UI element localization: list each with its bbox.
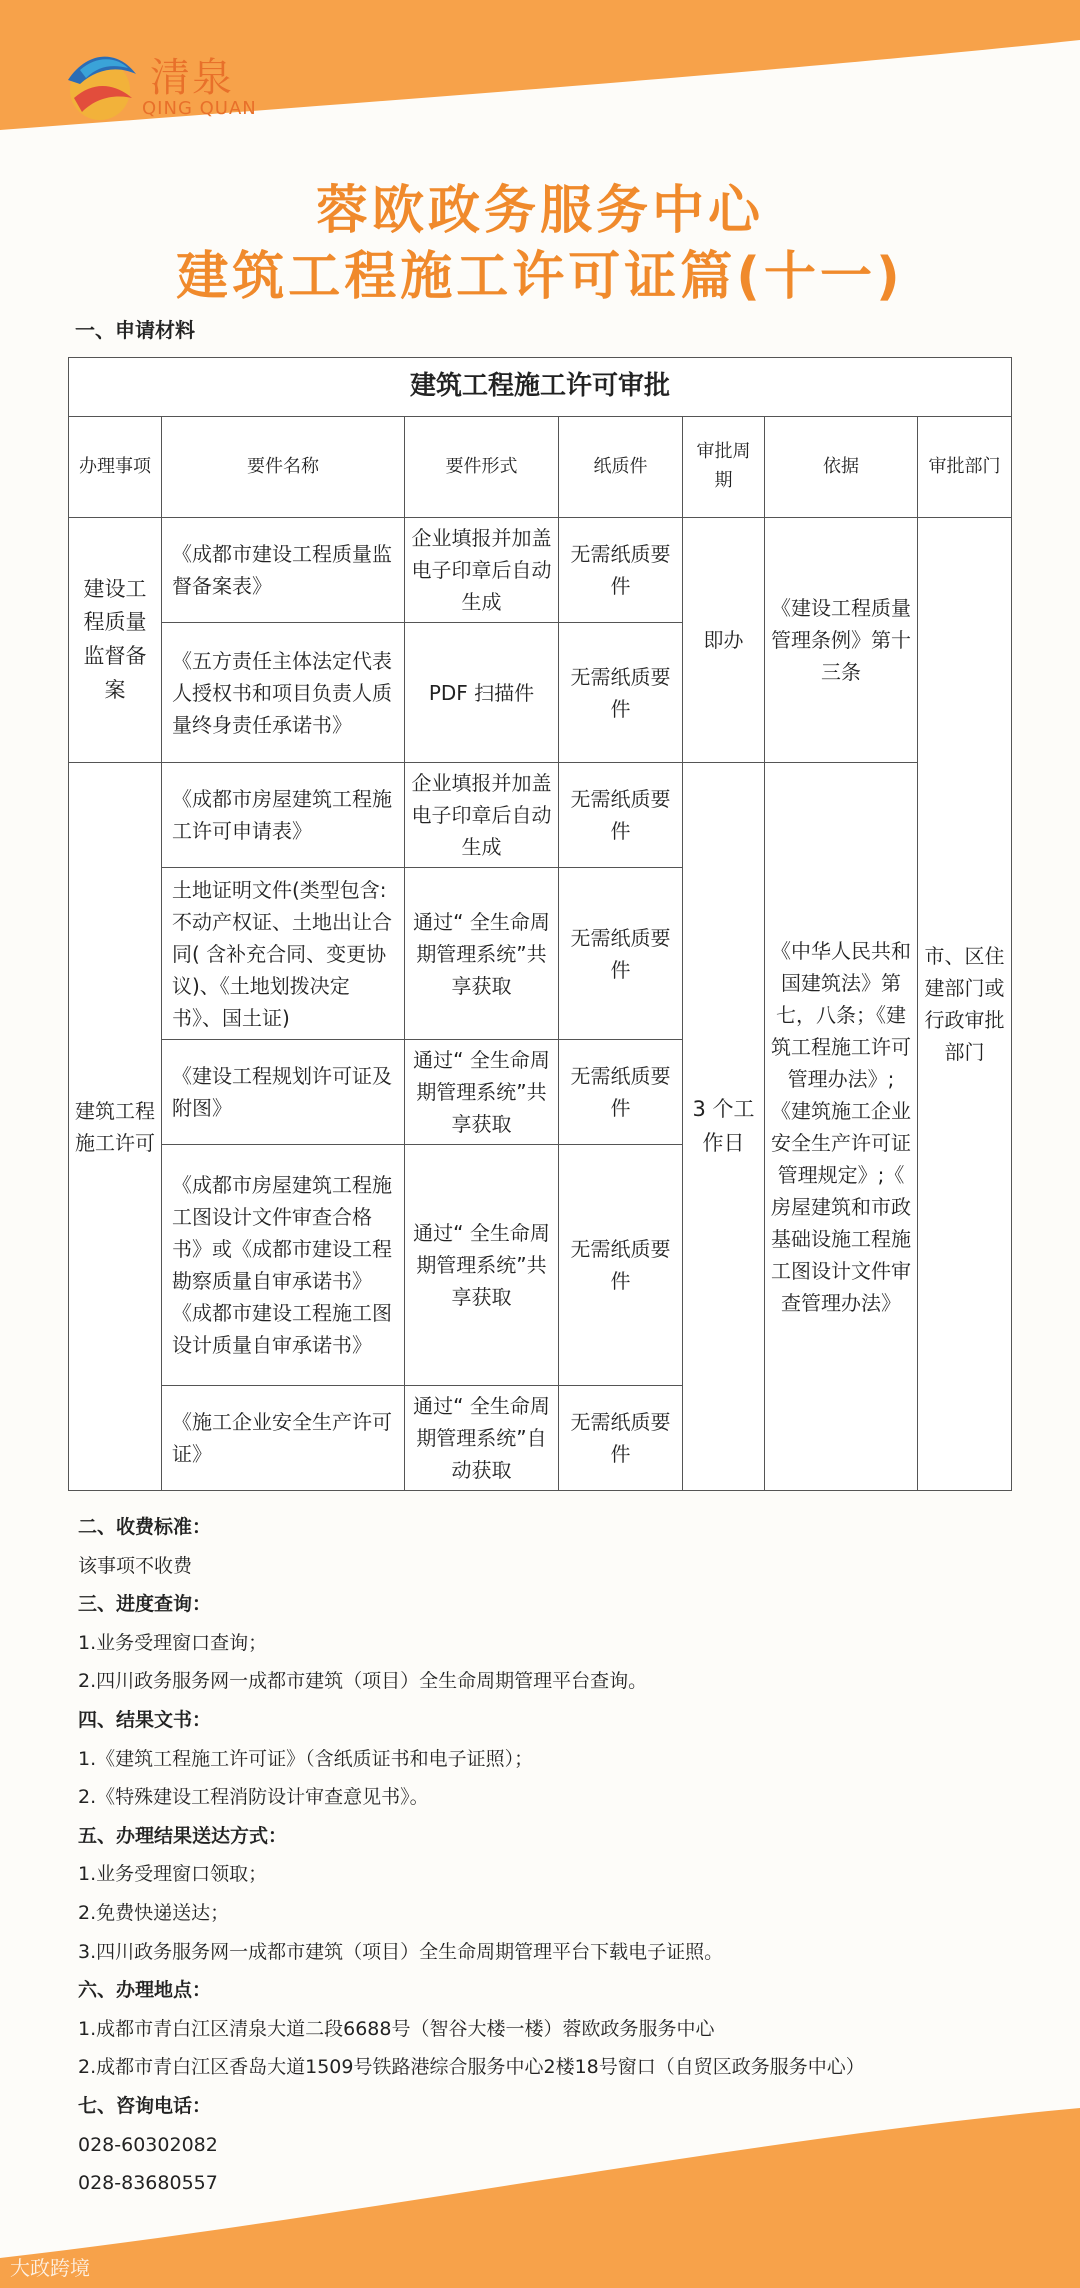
doc-form-cell: 企业填报并加盖电子印章后自动生成: [405, 518, 559, 623]
brand-name-en: QING QUAN: [142, 98, 257, 119]
result-item: 1.《建筑工程施工许可证》（含纸质证书和电子证照）；: [78, 1747, 534, 1770]
paper-cell: 无需纸质要件: [559, 763, 683, 868]
period-cell: 即办: [683, 518, 765, 763]
matter-cell: 建设工程质量监督备案: [69, 518, 162, 763]
page-subtitle: 建筑工程施工许可证篇(十一): [176, 247, 904, 307]
matter-cell: 建筑工程施工许可: [69, 763, 162, 1491]
paper-cell: 无需纸质要件: [559, 868, 683, 1040]
table-header-row: [69, 417, 1012, 518]
header-cell: 要件形式: [405, 417, 559, 518]
header-cell: 审批部门: [918, 417, 1012, 518]
doc-name-cell: 《建设工程规划许可证及附图》: [162, 1040, 405, 1145]
location-item: 1.成都市青白江区清泉大道二段6688号（智谷大楼一楼）蓉欧政务服务中心: [78, 2017, 715, 2040]
paper-cell: 无需纸质要件: [559, 1040, 683, 1145]
period-cell: 3 个工作日: [683, 763, 765, 1491]
basis-cell: 《建设工程质量管理条例》第十三条: [765, 518, 918, 763]
progress-item: 2.四川政务服务网一成都市建筑（项目）全生命周期管理平台查询。: [78, 1670, 648, 1693]
doc-form-cell: 企业填报并加盖电子印章后自动生成: [405, 763, 559, 868]
brand-name: 清泉: [150, 55, 234, 101]
delivery-item: 3.四川政务服务网一成都市建筑（项目）全生命周期管理平台下载电子证照。: [78, 1940, 724, 1963]
doc-name-cell: 《成都市房屋建筑工程施工许可申请表》: [162, 763, 405, 868]
header-cell: 纸质件: [559, 417, 683, 518]
header-cell: 依据: [765, 417, 918, 518]
doc-form-cell: 通过“ 全生命周期管理系统”共享获取: [405, 1145, 559, 1386]
result-heading: 四、结果文书：: [78, 1708, 212, 1731]
doc-form-cell: 通过“ 全生命周期管理系统”共享获取: [405, 1040, 559, 1145]
paper-cell: 无需纸质要件: [559, 518, 683, 623]
doc-name-cell: 《施工企业安全生产许可证》: [162, 1386, 405, 1491]
logo-icon: [58, 40, 142, 124]
delivery-item: 2.免费快递送达；: [78, 1901, 230, 1924]
table-row: [69, 763, 1012, 868]
progress-item: 1.业务受理窗口查询；: [78, 1631, 268, 1654]
doc-form-cell: 通过“ 全生命周期管理系统”自动获取: [405, 1386, 559, 1491]
basis-cell: 《中华人民共和国建筑法》第七，八条；《建筑工程施工许可管理办法》;《建筑施工企业安全生产许可证管理规定》;《 房屋建筑和市政基础设施工程施工图设计文件审查管理办法》: [765, 763, 918, 1491]
phone-heading: 七、咨询电话：: [78, 2094, 212, 2117]
delivery-heading: 五、办理结果送达方式：: [78, 1824, 288, 1847]
department-cell: 市、区住建部门或行政审批部门: [918, 518, 1012, 1491]
table-row: [69, 518, 1012, 623]
delivery-item: 1.业务受理窗口领取；: [78, 1863, 268, 1886]
section-heading-materials: 一、申请材料: [75, 318, 195, 342]
header-cell: 办理事项: [69, 417, 162, 518]
location-item: 2.成都市青白江区香岛大道1509号铁路港综合服务中心2楼18号窗口（自贸区政务服务中心）: [78, 2056, 865, 2079]
info-section: [78, 1508, 1038, 2203]
header-cell: 审批周期: [683, 417, 765, 518]
paper-cell: 无需纸质要件: [559, 623, 683, 763]
doc-form-cell: PDF 扫描件: [405, 623, 559, 763]
doc-name-cell: 《成都市房屋建筑工程施工图设计文件审查合格书》或《成都市建设工程勘察质量自审承诺书》《成都市建设工程施工图设计质量自审承诺书》: [162, 1145, 405, 1386]
watermark: 大政跨境: [10, 2256, 90, 2280]
phone-number: 028-83680557: [78, 2172, 218, 2195]
location-heading: 六、办理地点：: [78, 1979, 212, 2002]
page-title: 蓉欧政务服务中心: [315, 181, 764, 241]
fee-text: 该事项不收费: [78, 1554, 193, 1577]
doc-name-cell: 《成都市建设工程质量监督备案表》: [162, 518, 405, 623]
phone-number: 028-60302082: [78, 2133, 218, 2156]
materials-table: [68, 357, 1012, 1491]
doc-name-cell: 土地证明文件(类型包含:不动产权证、土地出让合同( 含补充合同、变更协议)、《土地划拨决定书》、国土证): [162, 868, 405, 1040]
paper-cell: 无需纸质要件: [559, 1386, 683, 1491]
doc-form-cell: 通过“ 全生命周期管理系统”共享获取: [405, 868, 559, 1040]
header-cell: 要件名称: [162, 417, 405, 518]
doc-name-cell: 《五方责任主体法定代表人授权书和项目负责人质量终身责任承诺书》: [162, 623, 405, 763]
brand-logo: [58, 40, 258, 130]
progress-heading: 三、进度查询：: [78, 1593, 212, 1616]
paper-cell: 无需纸质要件: [559, 1145, 683, 1386]
result-item: 2.《特殊建设工程消防设计审查意见书》。: [78, 1786, 429, 1809]
fee-heading: 二、收费标准：: [78, 1516, 212, 1538]
table-caption: 建筑工程施工许可审批: [69, 358, 1012, 417]
